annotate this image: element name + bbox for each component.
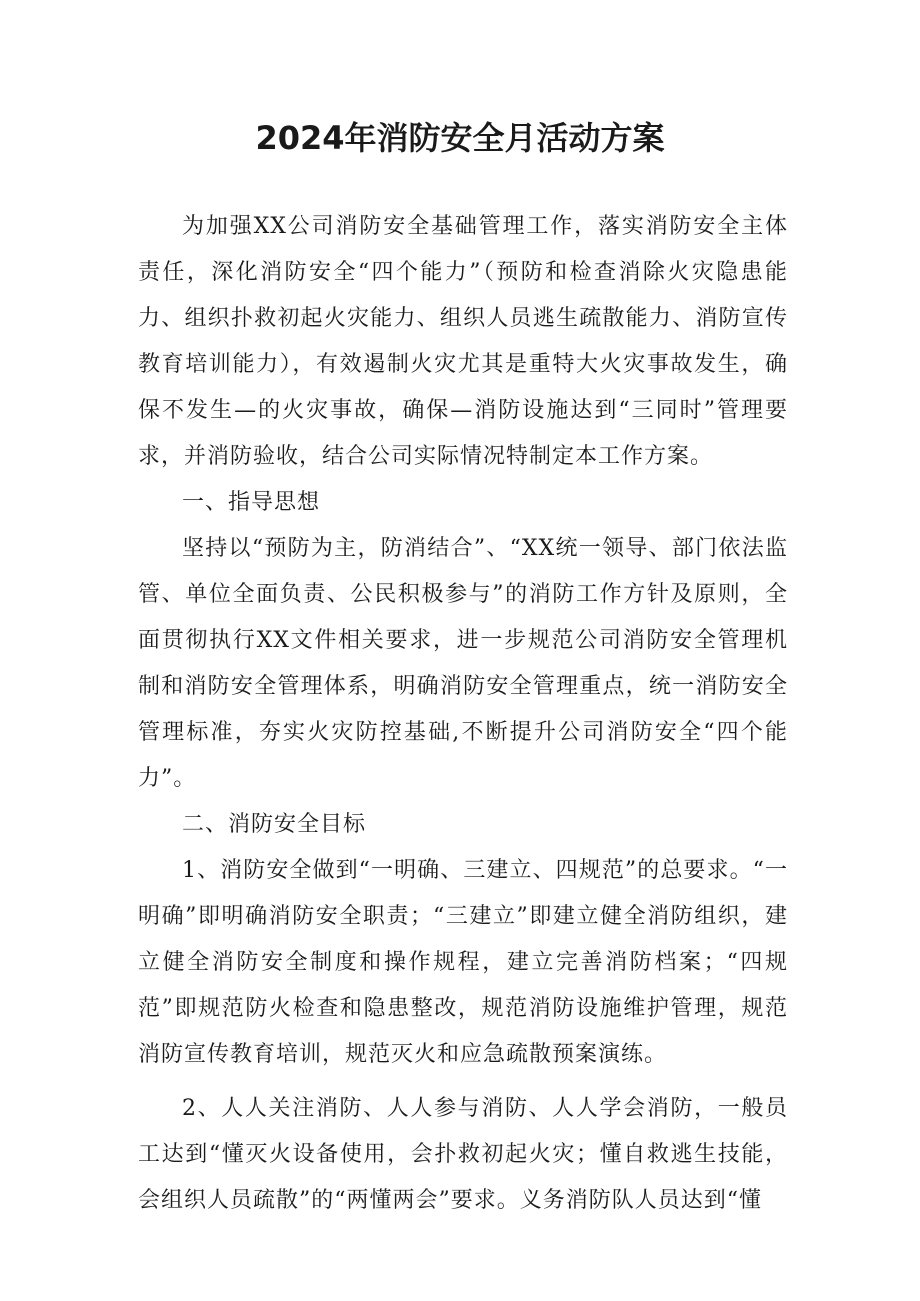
- guiding-ideology-paragraph: 坚持以“预防为主，防消结合”、“XX统一领导、部门依法监管、单位全面负责、公民积极参与”的消防工作方针及原则，全面贯彻执行XX文件相关要求，进一步规范公司消防安全管理机制和消防安全管理体系，明确消防安全管理重点，统一消防安全管理标准，夯实火灾防控基础,不断提升公司消防安全“四个能力”。: [138, 536, 788, 791]
- document-title: 2024年消防安全月活动方案: [255, 119, 665, 157]
- intro-paragraph: 为加强XX公司消防安全基础管理工作，落实消防安全主体责任，深化消防安全“四个能力”（预防和检查消除火灾隐患能力、组织扑救初起火灾能力、组织人员逃生疏散能力、消防宣传教育培训能力），有效遏制火灾尤其是重特大火灾事故发生，确保不发生—的火灾事故，确保—消防设施达到“三同时”管理要求，并消防验收，结合公司实际情况特制定本工作方案。: [138, 214, 788, 469]
- section-heading-safety-goals: 二、消防安全目标: [182, 812, 367, 837]
- safety-goal-item-1: 1、消防安全做到“一明确、三建立、四规范”的总要求。“一明确”即明确消防安全职责；“三建立”即建立健全消防组织，建立健全消防安全制度和操作规程，建立完善消防档案；“四规范”即规范防火检查和隐患整改，规范消防设施维护管理，规范消防宣传教育培训，规范灭火和应急疏散预案演练。: [138, 858, 788, 1067]
- safety-goal-item-2: 2、人人关注消防、人人参与消防、人人学会消防，一般员工达到“懂灭火设备使用，会扑救初起火灾；懂自救逃生技能，会组织人员疏散”的“两懂两会”要求。义务消防队人员达到“懂: [138, 1096, 788, 1213]
- document-body: [138, 204, 788, 1224]
- section-heading-guiding-ideology: 一、指导思想: [182, 490, 321, 515]
